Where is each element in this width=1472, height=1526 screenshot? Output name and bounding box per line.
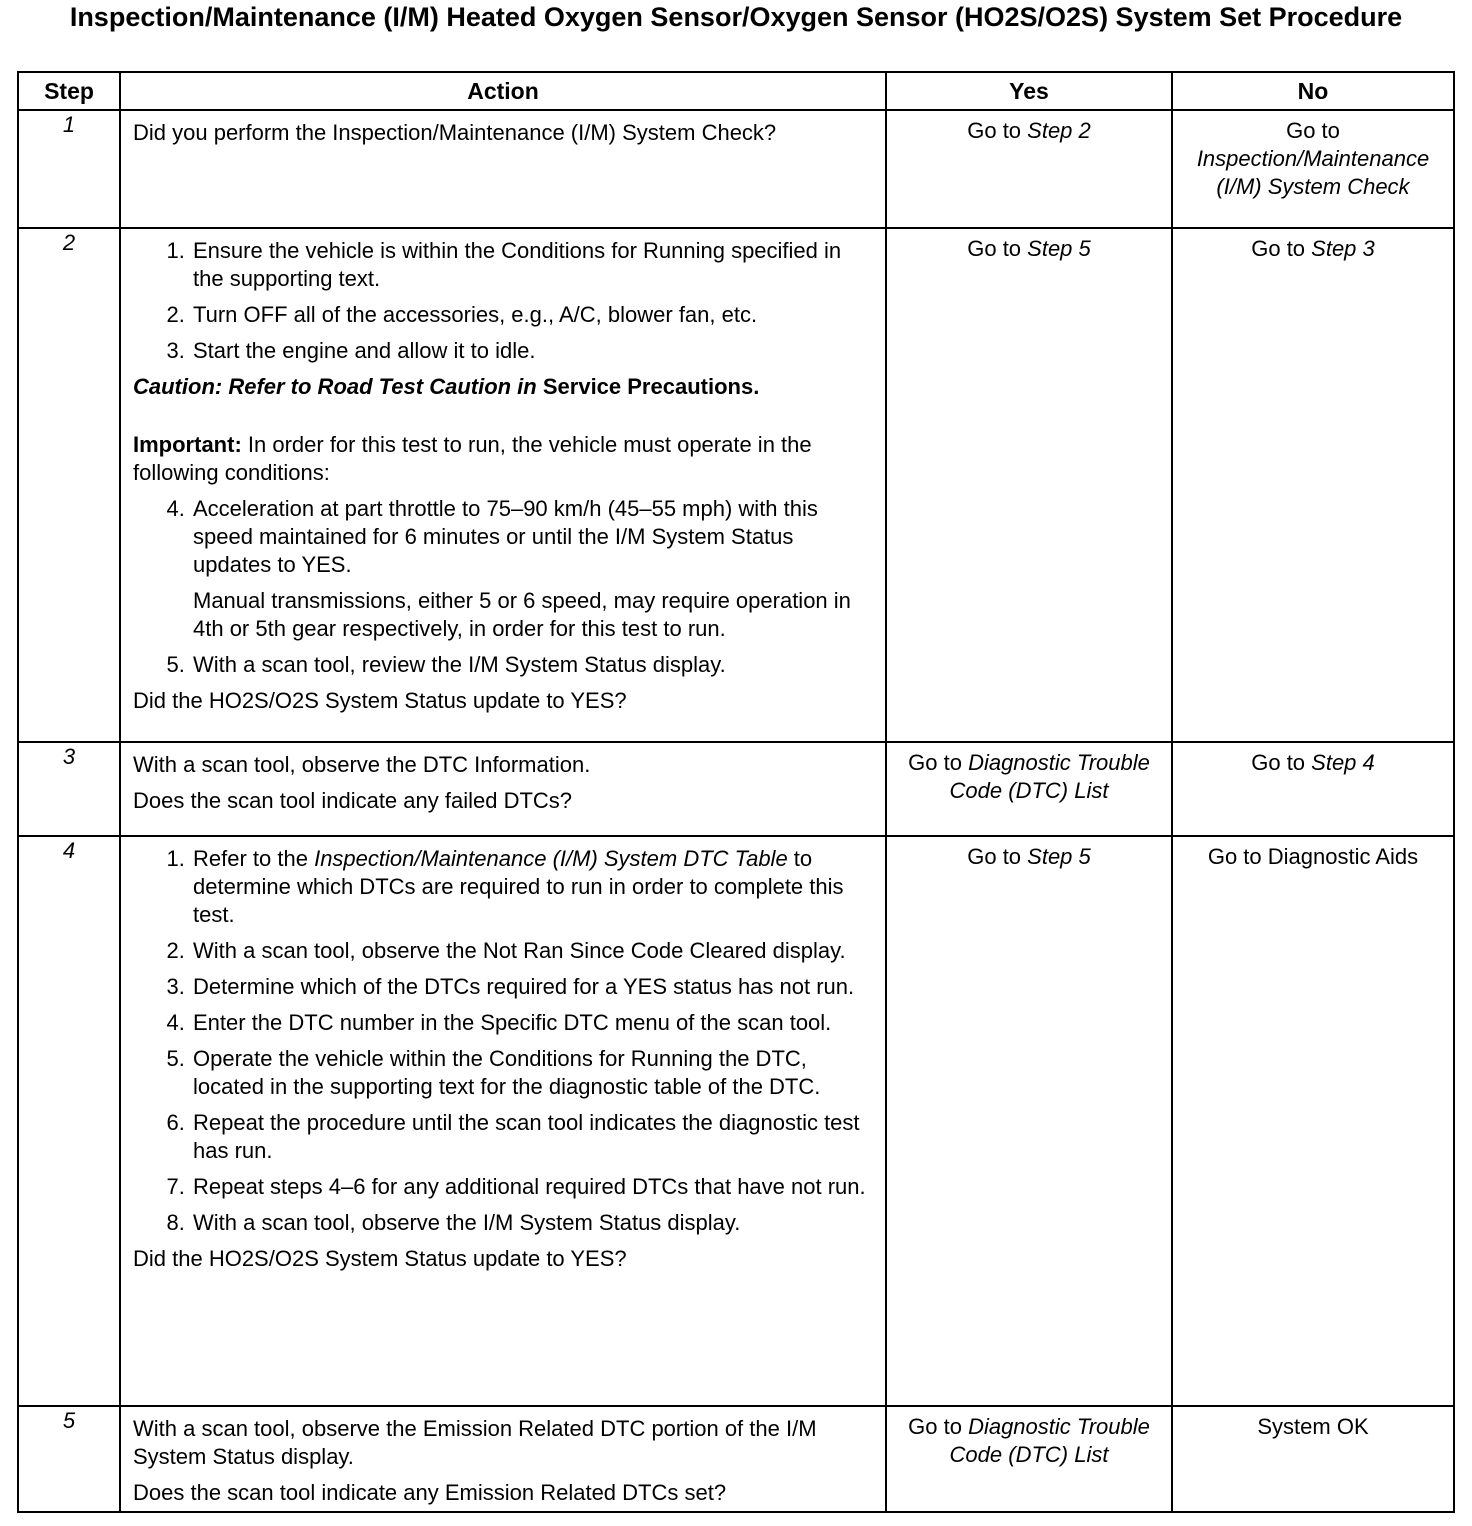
action-cell bbox=[120, 228, 886, 742]
header-yes: Yes bbox=[886, 72, 1172, 110]
no-prefix: Go to bbox=[1251, 236, 1312, 261]
step-number: 2 bbox=[18, 228, 120, 742]
yes-prefix: Go to bbox=[908, 750, 962, 775]
step-number: 4 bbox=[18, 836, 120, 1406]
action-list bbox=[133, 845, 877, 1237]
yes-prefix: Go to bbox=[967, 236, 1028, 261]
yes-cell bbox=[886, 742, 1172, 836]
table-row bbox=[18, 836, 1454, 1406]
action-question: Did you perform the Inspection/Maintenance (I/M) System Check? bbox=[133, 120, 777, 145]
list-item-text: Refer to the bbox=[193, 846, 315, 871]
action-cell bbox=[120, 110, 886, 228]
list-item: 2. Turn OFF all of the accessories, e.g., A/C, blower fan, etc. bbox=[191, 301, 877, 329]
list-item: 3. Determine which of the DTCs required for a YES status has not run. bbox=[191, 973, 877, 1001]
no-cell bbox=[1172, 228, 1454, 742]
caution-label: Caution: Refer to Road Test Caution in bbox=[133, 374, 537, 399]
action-question: Did the HO2S/O2S System Status update to YES? bbox=[133, 688, 627, 713]
no-cell bbox=[1172, 742, 1454, 836]
action-question: Does the scan tool indicate any failed DTCs? bbox=[133, 788, 573, 813]
no-cell bbox=[1172, 836, 1454, 1406]
list-item: 7. Repeat steps 4–6 for any additional required DTCs that have not run. bbox=[191, 1173, 877, 1201]
yes-cell bbox=[886, 228, 1172, 742]
important-label: Important: bbox=[133, 432, 242, 457]
yes-prefix: Go to bbox=[967, 118, 1028, 143]
no-cell bbox=[1172, 110, 1454, 228]
action-question: Did the HO2S/O2S System Status update to YES? bbox=[133, 1246, 627, 1271]
action-question: Does the scan tool indicate any Emission Related DTCs set? bbox=[133, 1480, 727, 1505]
step-number: 1 bbox=[18, 110, 120, 228]
header-no: No bbox=[1172, 72, 1454, 110]
yes-cell bbox=[886, 1406, 1172, 1512]
yes-link[interactable]: Step 5 bbox=[1027, 844, 1091, 869]
action-cell bbox=[120, 836, 886, 1406]
yes-cell bbox=[886, 110, 1172, 228]
page-title: Inspection/Maintenance (I/M) Heated Oxygen Sensor/Oxygen Sensor (HO2S/O2S) System Set Procedure bbox=[69, 2, 1403, 32]
list-item-text: to determine which DTCs are required to run in order to complete this test. bbox=[193, 846, 844, 927]
list-item bbox=[191, 495, 877, 643]
list-item bbox=[191, 845, 877, 929]
list-item-note: Manual transmissions, either 5 or 6 speed, may require operation in 4th or 5th gear respectively, in order for this test to run. bbox=[193, 588, 851, 641]
step-number: 3 bbox=[18, 742, 120, 836]
list-item: 1. Ensure the vehicle is within the Conditions for Running specified in the supporting text. bbox=[191, 237, 877, 293]
action-cell bbox=[120, 1406, 886, 1512]
dtc-table-link[interactable]: Inspection/Maintenance (I/M) System DTC Table bbox=[314, 846, 788, 871]
list-item: 5. With a scan tool, review the I/M System Status display. bbox=[191, 651, 877, 679]
yes-link[interactable]: Step 5 bbox=[1027, 236, 1091, 261]
no-prefix: Go to bbox=[1286, 118, 1340, 143]
no-link[interactable]: Step 4 bbox=[1311, 750, 1375, 775]
action-text: With a scan tool, observe the Emission Related DTC portion of the I/M System Status display. bbox=[133, 1416, 817, 1469]
no-link[interactable]: Inspection/Maintenance (I/M) System Check bbox=[1196, 146, 1430, 199]
no-link[interactable]: Step 3 bbox=[1311, 236, 1375, 261]
caution-note bbox=[133, 373, 877, 401]
important-note bbox=[133, 431, 877, 487]
action-text: With a scan tool, observe the DTC Information. bbox=[133, 752, 591, 777]
table-header-row bbox=[18, 72, 1454, 110]
yes-link[interactable]: Diagnostic Trouble Code (DTC) List bbox=[949, 1414, 1150, 1467]
table-row bbox=[18, 110, 1454, 228]
no-prefix: Go to bbox=[1251, 750, 1312, 775]
list-item: 4. Enter the DTC number in the Specific DTC menu of the scan tool. bbox=[191, 1009, 877, 1037]
list-item-text: 4. Acceleration at part throttle to 75–90 km/h (45–55 mph) with this speed maintained for 6 minutes or until the I/M System Status updates to YES. bbox=[193, 496, 818, 577]
yes-prefix: Go to bbox=[908, 1414, 962, 1439]
no-result: System OK bbox=[1257, 1414, 1369, 1439]
important-text: In order for this test to run, the vehicle must operate in the following conditions: bbox=[133, 432, 812, 485]
yes-link[interactable]: Diagnostic Trouble Code (DTC) List bbox=[949, 750, 1150, 803]
step-number: 5 bbox=[18, 1406, 120, 1512]
table-row bbox=[18, 742, 1454, 836]
caution-reference[interactable]: Service Precautions. bbox=[542, 374, 760, 399]
action-list bbox=[133, 495, 877, 679]
list-item: 5. Operate the vehicle within the Conditions for Running the DTC, located in the supporting text for the diagnostic table of the DTC. bbox=[191, 1045, 877, 1101]
list-item: 6. Repeat the procedure until the scan tool indicates the diagnostic test has run. bbox=[191, 1109, 877, 1165]
list-item: 8. With a scan tool, observe the I/M System Status display. bbox=[191, 1209, 877, 1237]
list-item: 2. With a scan tool, observe the Not Ran Since Code Cleared display. bbox=[191, 937, 877, 965]
header-step: Step bbox=[18, 72, 120, 110]
procedure-table bbox=[17, 71, 1455, 1513]
no-link[interactable]: Go to Diagnostic Aids bbox=[1207, 844, 1419, 869]
table-row bbox=[18, 228, 1454, 742]
yes-prefix: Go to bbox=[967, 844, 1028, 869]
action-cell bbox=[120, 742, 886, 836]
list-item: 3. Start the engine and allow it to idle. bbox=[191, 337, 877, 365]
yes-link[interactable]: Step 2 bbox=[1027, 118, 1091, 143]
no-cell bbox=[1172, 1406, 1454, 1512]
header-action: Action bbox=[120, 72, 886, 110]
yes-cell bbox=[886, 836, 1172, 1406]
action-list bbox=[133, 237, 877, 365]
table-row bbox=[18, 1406, 1454, 1512]
